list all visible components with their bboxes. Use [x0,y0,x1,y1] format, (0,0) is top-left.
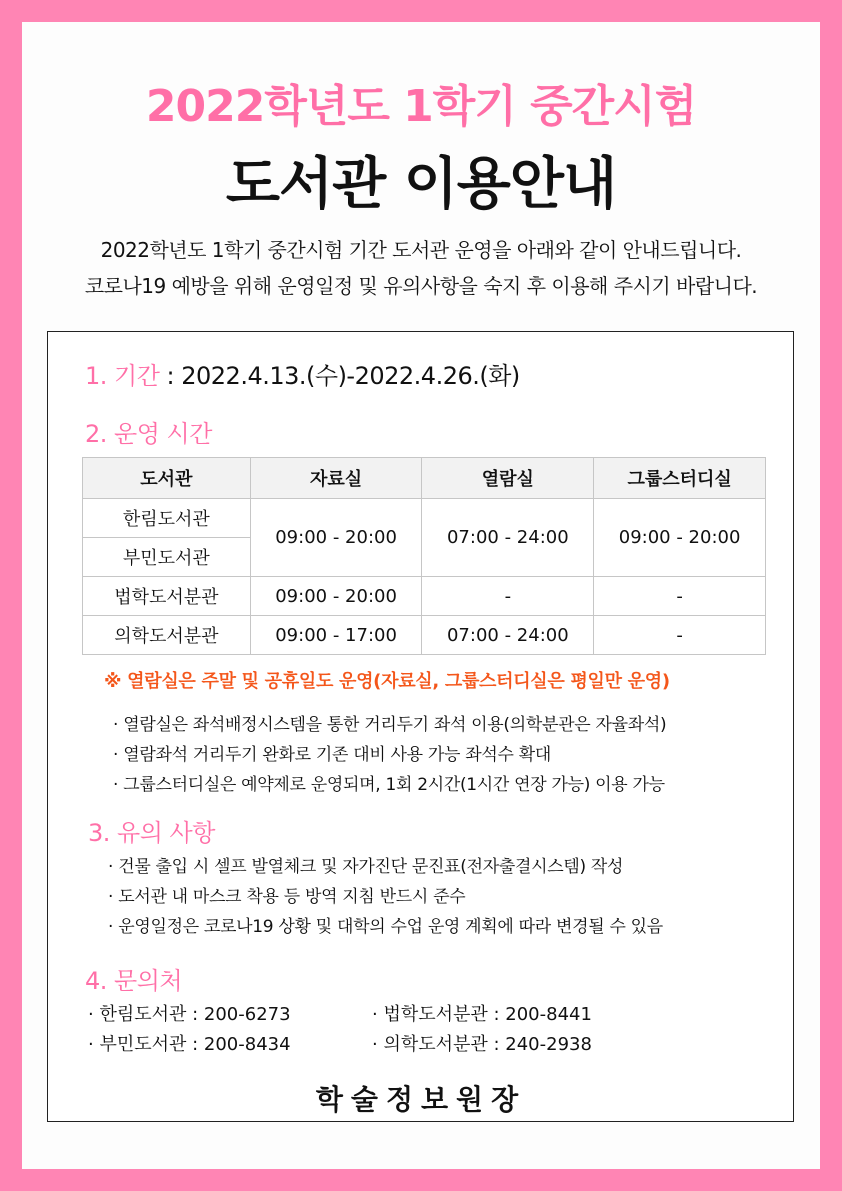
hours-bullet-3: · 그룹스터디실은 예약제로 운영되며, 1회 2시간(1시간 연장 가능) 이용 가능 [113,775,665,795]
signature: 학술정보원장 [315,1083,527,1116]
hours-table [82,457,766,655]
contact-hallym: · 한림도서관 : 200-6273 [88,1004,291,1025]
hours-heading: 2. 운영 시간 [85,420,212,448]
law-group-hours: - [594,577,766,616]
caution-bullet-1: · 건물 출입 시 셀프 발열체크 및 자가진단 문진표(전자출결시스템) 작성 [108,857,624,877]
medical-group-hours: - [594,616,766,655]
library-name-hallym: 한림도서관 [83,499,251,538]
reading-room-weekend-note: ※ 열람실은 주말 및 공휴일도 운영(자료실, 그룹스터디실은 평일만 운영) [104,671,670,692]
header-reading-room: 열람실 [422,458,594,499]
contact-law: · 법학도서분관 : 200-8441 [372,1004,592,1025]
table-row [83,616,766,655]
caution-heading: 3. 유의 사항 [88,819,215,847]
period-section [85,356,520,391]
contact-bumin: · 부민도서관 : 200-8434 [88,1034,291,1055]
medical-reading-hours: 07:00 - 24:00 [422,616,594,655]
table-row [83,499,766,538]
contact-medical: · 의학도서분관 : 240-2938 [372,1034,592,1055]
library-name-law: 법학도서분관 [83,577,251,616]
header-group-study-room: 그룹스터디실 [594,458,766,499]
period-colon: : [159,362,182,390]
intro-line-1: 2022학년도 1학기 중간시험 기간 도서관 운영을 아래와 같이 안내드립니다. [100,238,742,262]
library-name-medical: 의학도서분관 [83,616,251,655]
law-materials-hours: 09:00 - 20:00 [250,577,422,616]
caution-bullet-3: · 운영일정은 코로나19 상황 및 대학의 수업 운영 계획에 따라 변경될 수 있음 [108,917,663,937]
library-name-bumin: 부민도서관 [83,538,251,577]
caution-bullet-2: · 도서관 내 마스크 착용 등 방역 지침 반드시 준수 [108,887,466,907]
header-library: 도서관 [83,458,251,499]
medical-materials-hours: 09:00 - 17:00 [250,616,422,655]
poster-title-line2: 도서관 이용안내 [225,152,617,217]
hours-bullet-1: · 열람실은 좌석배정시스템을 통한 거리두기 좌석 이용(의학분관은 자율좌석) [113,715,667,735]
hallym-bumin-reading-hours: 07:00 - 24:00 [422,499,594,577]
period-value: 2022.4.13.(수)-2022.4.26.(화) [181,362,520,390]
hallym-bumin-group-hours: 09:00 - 20:00 [594,499,766,577]
intro-line-2: 코로나19 예방을 위해 운영일정 및 유의사항을 숙지 후 이용해 주시기 바랍니다. [84,274,758,298]
contact-heading: 4. 문의처 [85,967,183,995]
header-materials-room: 자료실 [250,458,422,499]
poster-title-line1: 2022학년도 1학기 중간시험 [145,81,697,132]
table-row [83,577,766,616]
period-label: 1. 기간 [85,362,160,390]
hours-bullet-2: · 열람좌석 거리두기 완화로 기존 대비 사용 가능 좌석수 확대 [113,745,551,765]
law-reading-hours: - [422,577,594,616]
hallym-bumin-materials-hours: 09:00 - 20:00 [250,499,422,577]
table-header-row [83,458,766,499]
